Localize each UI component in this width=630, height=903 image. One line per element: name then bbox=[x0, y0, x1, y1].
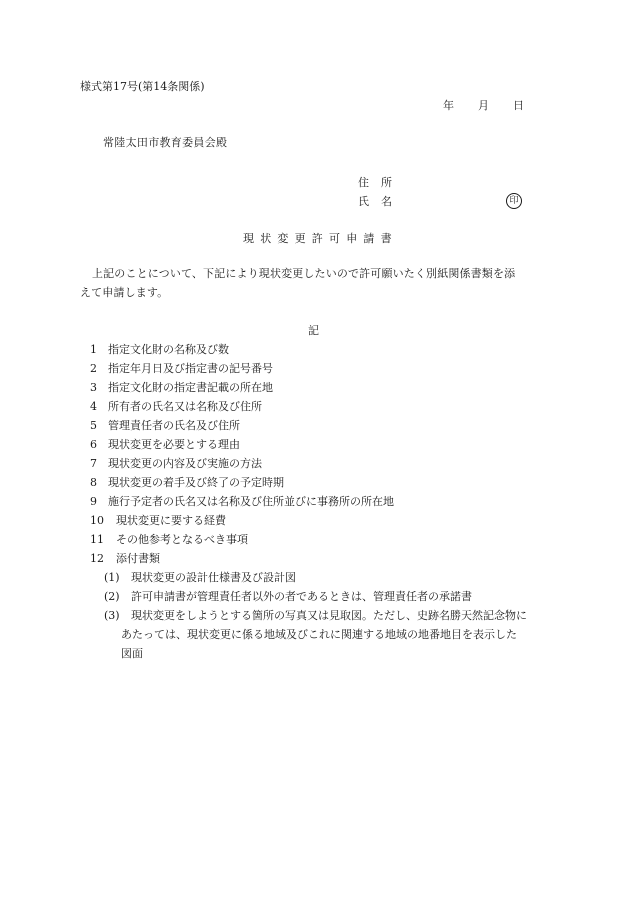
list-item bbox=[90, 420, 240, 431]
list-item-text: 現状変更の内容及び実施の方法 bbox=[108, 457, 262, 470]
list-item-text: 添付書類 bbox=[116, 552, 160, 565]
list-item bbox=[90, 382, 273, 393]
list-item-text: 指定文化財の名称及び数 bbox=[108, 343, 229, 356]
list-item bbox=[90, 401, 262, 412]
list-item-text: 指定文化財の指定書記載の所在地 bbox=[108, 381, 273, 394]
addressee: 常陸太田市教育委員会殿 bbox=[103, 136, 228, 149]
attachment-number: (3) bbox=[104, 609, 120, 622]
attachment-text-continued: あたっては、現状変更に係る地域及びこれに関連する地域の地番地目を表示した bbox=[121, 628, 517, 641]
name-label-char-1: 氏 bbox=[358, 195, 369, 208]
seal-mark: 印 bbox=[506, 193, 522, 209]
attachment-text: 許可申請書が管理責任者以外の者であるときは、管理責任者の承諾書 bbox=[131, 590, 472, 603]
list-item bbox=[90, 439, 240, 450]
address-label-char-1: 住 bbox=[358, 176, 369, 189]
list-item-text: 施行予定者の氏名又は名称及び住所並びに事務所の所在地 bbox=[108, 495, 394, 508]
list-item-number: 9 bbox=[90, 495, 97, 508]
list-item bbox=[90, 534, 248, 545]
list-item-text: 現状変更に要する経費 bbox=[116, 514, 226, 527]
list-item-number: 8 bbox=[90, 476, 97, 489]
attachment-item bbox=[104, 610, 527, 621]
name-label-char-2: 名 bbox=[381, 195, 392, 208]
attachment-text: 現状変更の設計仕様書及び設計図 bbox=[131, 571, 296, 584]
list-item-text: 指定年月日及び指定書の記号番号 bbox=[108, 362, 273, 375]
date-line bbox=[443, 100, 524, 111]
list-item bbox=[90, 477, 284, 488]
list-item-text: 現状変更の着手及び終了の予定時期 bbox=[108, 476, 284, 489]
applicant-name-label bbox=[358, 196, 392, 207]
list-item-number: 5 bbox=[90, 419, 97, 432]
form-number: 様式第17号(第14条関係) bbox=[80, 80, 205, 93]
ki-heading: 記 bbox=[308, 324, 319, 337]
list-item-number: 2 bbox=[90, 362, 97, 375]
list-item-number: 1 bbox=[90, 343, 97, 356]
list-item bbox=[90, 458, 262, 469]
list-item-number: 3 bbox=[90, 381, 97, 394]
document-title: 現状変更許可申請書 bbox=[243, 232, 398, 245]
list-item-number: 7 bbox=[90, 457, 97, 470]
list-item-number: 4 bbox=[90, 400, 97, 413]
list-item bbox=[90, 363, 273, 374]
date-day-label: 日 bbox=[513, 99, 524, 112]
applicant-address-label bbox=[358, 177, 392, 188]
attachment-item bbox=[104, 591, 472, 602]
list-item-text: 管理責任者の氏名及び住所 bbox=[108, 419, 240, 432]
list-item bbox=[90, 496, 394, 507]
list-item-number: 6 bbox=[90, 438, 97, 451]
list-item-text: その他参考となるべき事項 bbox=[116, 533, 248, 546]
body-text-line-2: えて申請します。 bbox=[80, 286, 169, 299]
address-label-char-2: 所 bbox=[381, 176, 392, 189]
list-item bbox=[90, 515, 226, 526]
attachment-number: (1) bbox=[104, 571, 120, 584]
list-item-text: 所有者の氏名又は名称及び住所 bbox=[108, 400, 262, 413]
date-year-label: 年 bbox=[443, 99, 454, 112]
attachment-text-continued: 図面 bbox=[121, 647, 143, 660]
list-item bbox=[90, 344, 229, 355]
date-month-label: 月 bbox=[478, 99, 489, 112]
list-item-number: 10 bbox=[90, 514, 104, 527]
attachment-text: 現状変更をしようとする箇所の写真又は見取図。ただし、史跡名勝天然記念物に bbox=[131, 609, 527, 622]
attachment-item bbox=[104, 572, 296, 583]
list-item-number: 12 bbox=[90, 552, 104, 565]
list-item-text: 現状変更を必要とする理由 bbox=[108, 438, 240, 451]
attachment-number: (2) bbox=[104, 590, 120, 603]
list-item-number: 11 bbox=[90, 533, 104, 546]
body-text-line-1: 上記のことについて、下記により現状変更したいので許可願いたく別紙関係書類を添 bbox=[92, 267, 516, 280]
list-item bbox=[90, 553, 160, 564]
